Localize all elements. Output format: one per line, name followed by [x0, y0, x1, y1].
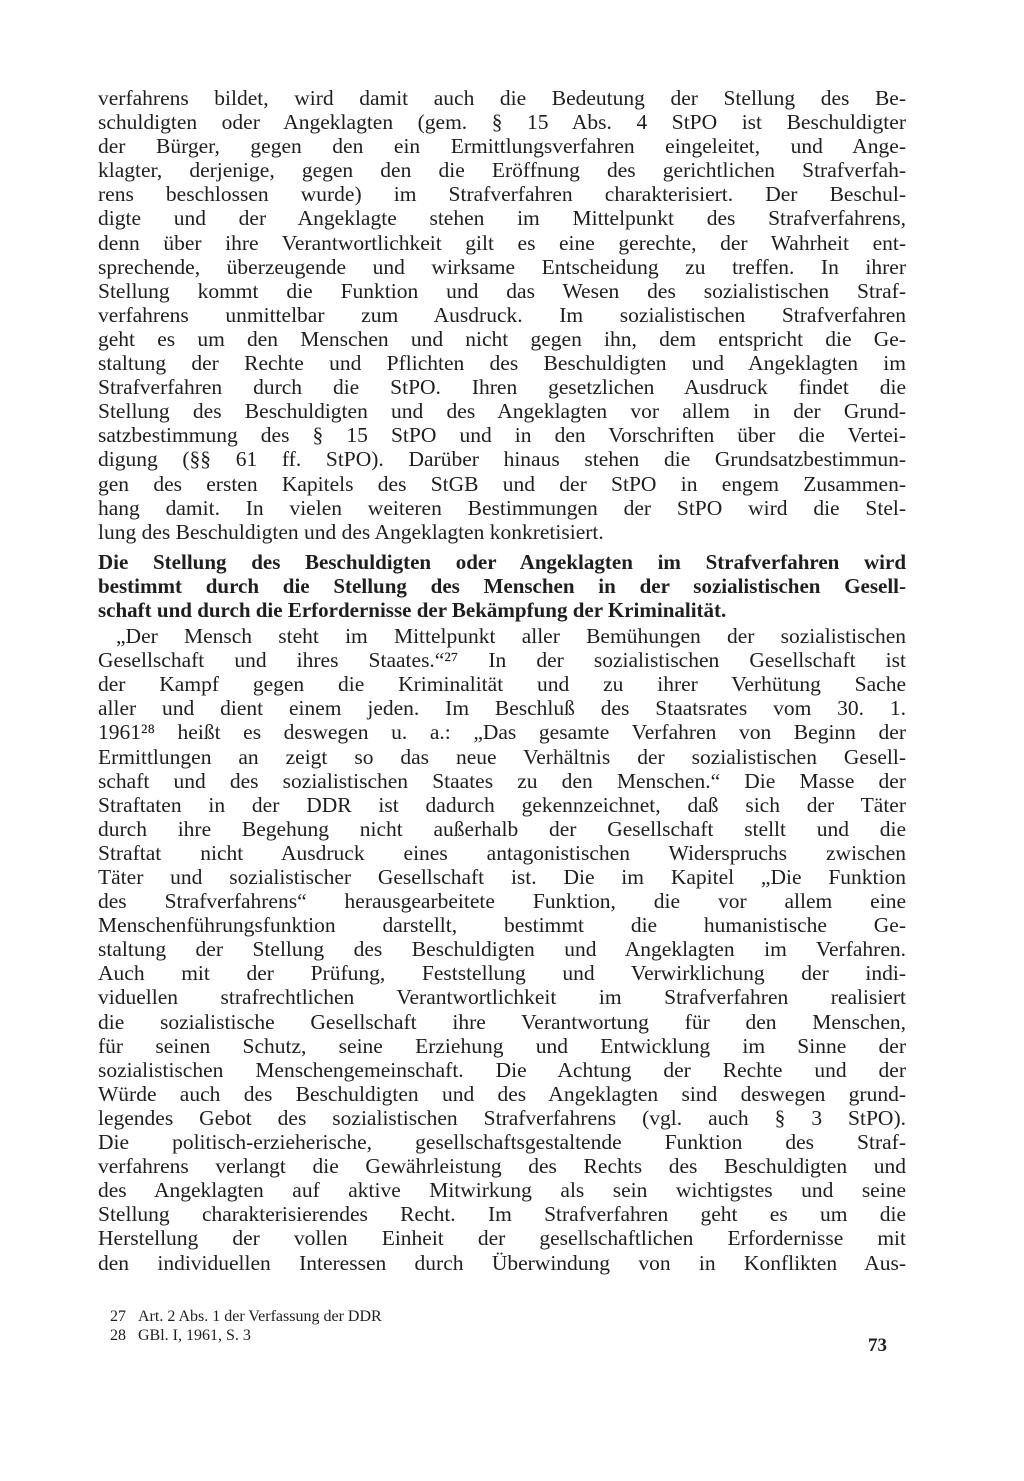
text-line: viduellen strafrechtlichen Verantwortlichkeit im Strafverfahren realisiert	[98, 985, 906, 1010]
footnote-number: 27	[110, 1308, 126, 1325]
heading-line: bestimmt durch die Stellung des Menschen in der sozialistischen Gesell-	[98, 573, 906, 598]
footnote-text: Art. 2 Abs. 1 der Verfassung der DDR	[138, 1308, 382, 1325]
heading-line: schaft und durch die Erfordernisse der Bekämpfung der Kriminalität.	[98, 597, 727, 622]
text-line: Die politisch-erzieherische, gesellschaftsgestaltende Funktion des Straf-	[98, 1130, 906, 1155]
text-line: rens beschlossen wurde) im Strafverfahren charakterisiert. Der Beschul-	[98, 182, 906, 207]
text-line: verfahrens bildet, wird damit auch die Bedeutung der Stellung des Be-	[98, 86, 906, 110]
text-line: des Strafverfahrens“ herausgearbeitete Funktion, die vor allem eine	[98, 889, 906, 914]
text-line: aller und dient einem jeden. Im Beschluß des Staatsrates vom 30. 1.	[98, 696, 906, 721]
text-line: verfahrens unmittelbar zum Ausdruck. Im sozialistischen Strafverfahren	[98, 302, 906, 327]
text-line: satzbestimmung des § 15 StPO und in den Vorschriften über die Vertei-	[98, 423, 906, 448]
text-line: schuldigten oder Angeklagten (gem. § 15 Abs. 4 StPO ist Beschuldigter	[98, 110, 906, 135]
text-line: lung des Beschuldigten und des Angeklagten konkretisiert.	[98, 519, 604, 544]
text-line: Herstellung der vollen Einheit der gesellschaftlichen Erfordernisse mit	[98, 1226, 906, 1251]
text-line: sozialistischen Menschengemeinschaft. Die Achtung der Rechte und der	[98, 1057, 906, 1082]
text-line: des Angeklagten auf aktive Mitwirkung als sein wichtigstes und seine	[98, 1178, 906, 1203]
text-line: „Der Mensch steht im Mittelpunkt aller Bemühungen der sozialistischen	[116, 624, 906, 649]
text-line: die sozialistische Gesellschaft ihre Verantwortung für den Menschen,	[98, 1009, 906, 1034]
text-line: staltung der Rechte und Pflichten des Beschuldigten und Angeklagten im	[98, 351, 906, 376]
footnote	[110, 1326, 610, 1345]
text-line: digte und der Angeklagte stehen im Mittelpunkt des Strafverfahrens,	[98, 206, 906, 231]
footnote-number: 28	[110, 1327, 126, 1344]
text-line: der Bürger, gegen den ein Ermittlungsverfahren eingeleitet, und Ange-	[98, 134, 906, 159]
text-line: Straftaten in der DDR ist dadurch gekennzeichnet, daß sich der Täter	[98, 792, 906, 817]
heading-line: Die Stellung des Beschuldigten oder Angeklagten im Strafverfahren wird	[98, 549, 906, 574]
text-line: legendes Gebot des sozialistischen Strafverfahrens (vgl. auch § 3 StPO).	[98, 1105, 906, 1130]
text-line: geht es um den Menschen und nicht gegen ihn, dem entspricht die Ge-	[98, 326, 906, 351]
text-line: Ermittlungen an zeigt so das neue Verhältnis der sozialistischen Gesell-	[98, 744, 906, 769]
text-line: Täter und sozialistischer Gesellschaft ist. Die im Kapitel „Die Funktion	[98, 865, 906, 889]
text-line: Stellung kommt die Funktion und das Wesen des sozialistischen Straf-	[98, 278, 906, 303]
text-line: digung (§§ 61 ff. StPO). Darüber hinaus stehen die Grundsatzbestimmun-	[98, 447, 906, 472]
text-line: klagter, derjenige, gegen den die Eröffnung des gerichtlichen Strafverfah-	[98, 158, 906, 183]
text-line: Strafverfahren durch die StPO. Ihren gesetzlichen Ausdruck findet die	[98, 375, 906, 400]
text-line: für seinen Schutz, seine Erziehung und Entwicklung im Sinne der	[98, 1033, 906, 1058]
text-line: denn über ihre Verantwortlichkeit gilt es eine gerechte, der Wahrheit ent-	[98, 230, 906, 255]
footnotes	[110, 1307, 610, 1345]
text-line: schaft und des sozialistischen Staates zu den Menschen.“ Die Masse der	[98, 768, 906, 793]
text-line: Stellung charakterisierendes Recht. Im Strafverfahren geht es um die	[98, 1202, 906, 1227]
text-line: hang damit. In vielen weiteren Bestimmungen der StPO wird die Stel-	[98, 495, 906, 520]
text-line: Würde auch des Beschuldigten und des Angeklagten sind deswegen grund-	[98, 1081, 906, 1106]
text-line: Stellung des Beschuldigten und des Angeklagten vor allem in der Grund-	[98, 399, 906, 424]
text-line: Straftat nicht Ausdruck eines antagonistischen Widerspruchs zwischen	[98, 840, 906, 865]
text-line: 1961²⁸ heißt es deswegen u. a.: „Das gesamte Verfahren von Beginn der	[98, 720, 906, 745]
text-line: verfahrens verlangt die Gewährleistung des Rechts des Beschuldigten und	[98, 1154, 906, 1179]
text-line: Menschenführungsfunktion darstellt, bestimmt die humanistische Ge-	[98, 913, 906, 938]
text-line: Auch mit der Prüfung, Feststellung und Verwirklichung der indi-	[98, 961, 906, 986]
text-line: gen des ersten Kapitels des StGB und der StPO in engem Zusammen-	[98, 471, 906, 496]
page-number: 73	[868, 1335, 887, 1356]
footnote	[110, 1307, 610, 1326]
text-line: der Kampf gegen die Kriminalität und zu ihrer Verhütung Sache	[98, 672, 906, 697]
body-text	[98, 86, 906, 1275]
text-line: staltung der Stellung des Beschuldigten und Angeklagten im Verfahren.	[98, 937, 906, 962]
text-line: den individuellen Interessen durch Überwindung von in Konflikten Aus-	[98, 1250, 906, 1275]
text-line: sprechende, überzeugende und wirksame Entscheidung zu treffen. In ihrer	[98, 254, 906, 279]
text-line: Gesellschaft und ihres Staates.“²⁷ In der sozialistischen Gesellschaft ist	[98, 648, 906, 673]
text-line: durch ihre Begehung nicht außerhalb der Gesellschaft stellt und die	[98, 816, 906, 841]
footnote-text: GBl. I, 1961, S. 3	[138, 1327, 251, 1344]
